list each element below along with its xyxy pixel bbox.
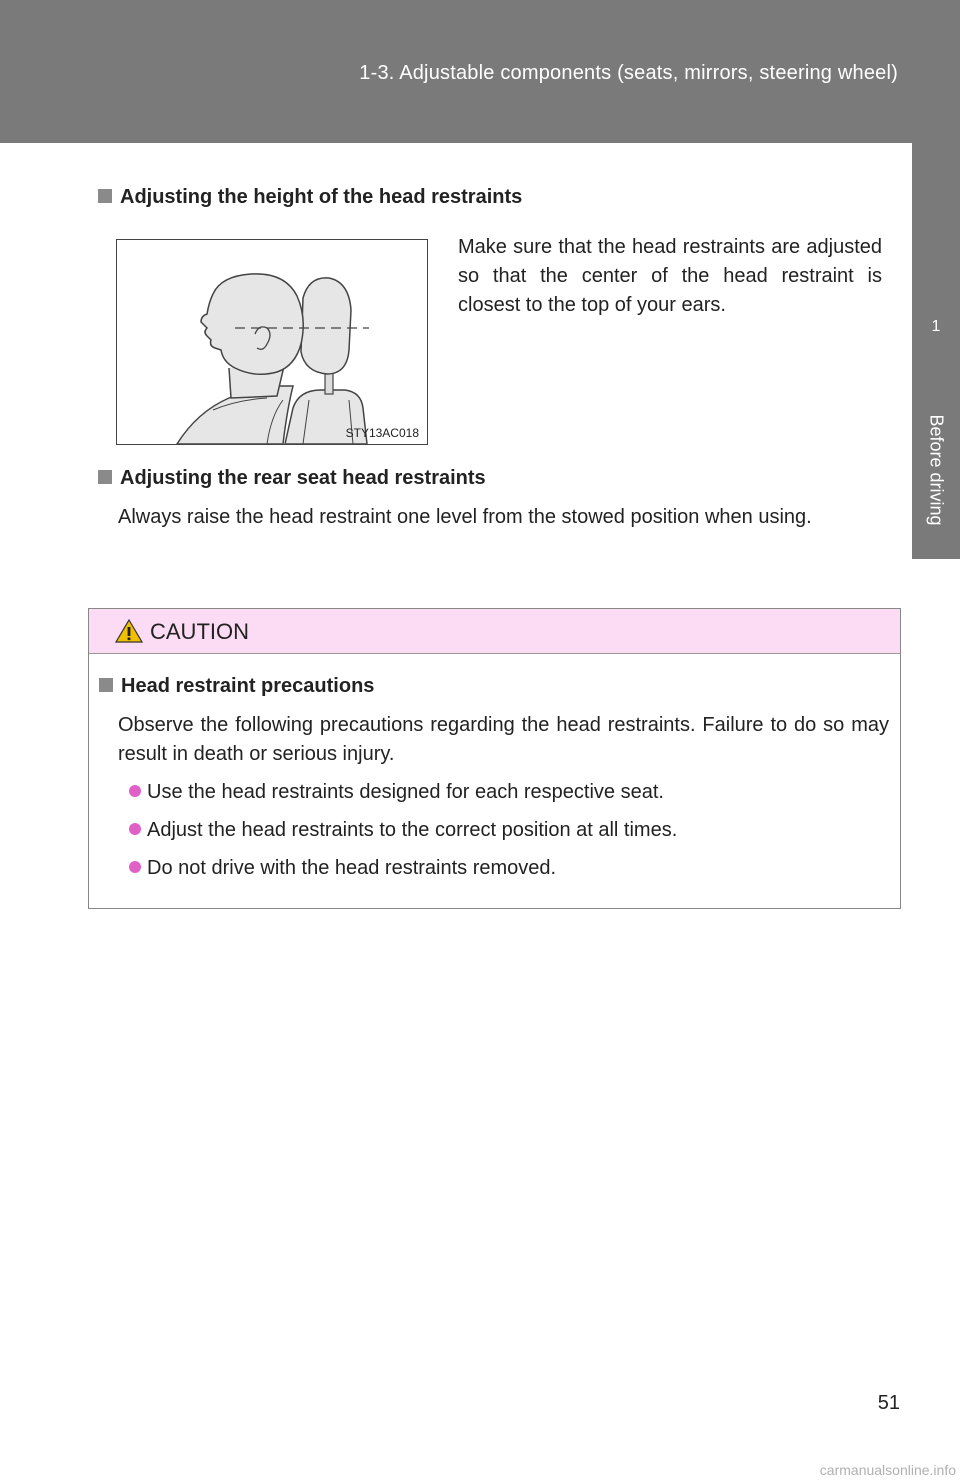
caution-intro: Observe the following precautions regarding the head restraints. Failure to do so may result in death or serious injury. <box>118 714 889 765</box>
section2-heading-text: Adjusting the rear seat head restraints <box>120 467 486 489</box>
head-restraint-illustration <box>117 240 427 444</box>
head-restraint-figure <box>116 239 428 445</box>
bullet-dot-icon <box>129 785 141 797</box>
section1-heading-text: Adjusting the height of the head restraints <box>120 186 523 208</box>
chapter-label: Before driving <box>926 414 947 526</box>
bullet-dot-icon <box>129 861 141 873</box>
section1-heading <box>98 186 522 209</box>
section1-description: Make sure that the head restraints are adjusted so that the center of the head restraint is closest to the top of your ears. <box>458 236 882 316</box>
figure-code: STY13AC018 <box>345 426 419 440</box>
section2-heading <box>98 467 486 490</box>
chapter-number: 1 <box>931 318 941 335</box>
chapter-tab <box>912 143 960 381</box>
list-item: Use the head restraints designed for each respective seat. <box>129 781 664 804</box>
section-title: 1-3. Adjustable components (seats, mirrors, steering wheel) <box>359 62 898 84</box>
caution-heading-text: Head restraint precautions <box>121 675 375 697</box>
section2-description: Always raise the head restraint one level from the stowed position when using. <box>118 506 812 528</box>
caution-heading <box>99 675 374 698</box>
warning-triangle-icon <box>115 619 143 643</box>
page-header <box>0 0 960 143</box>
list-item: Do not drive with the head restraints removed. <box>129 857 556 880</box>
bullet-dot-icon <box>129 823 141 835</box>
square-bullet-icon <box>98 189 112 203</box>
watermark: carmanualsonline.info <box>819 1462 956 1478</box>
caution-header <box>89 609 900 654</box>
caution-box <box>88 608 901 909</box>
page-number: 51 <box>877 1392 900 1414</box>
square-bullet-icon <box>99 678 113 692</box>
list-item: Adjust the head restraints to the correct position at all times. <box>129 819 677 842</box>
caution-title: CAUTION <box>150 619 249 644</box>
square-bullet-icon <box>98 470 112 484</box>
